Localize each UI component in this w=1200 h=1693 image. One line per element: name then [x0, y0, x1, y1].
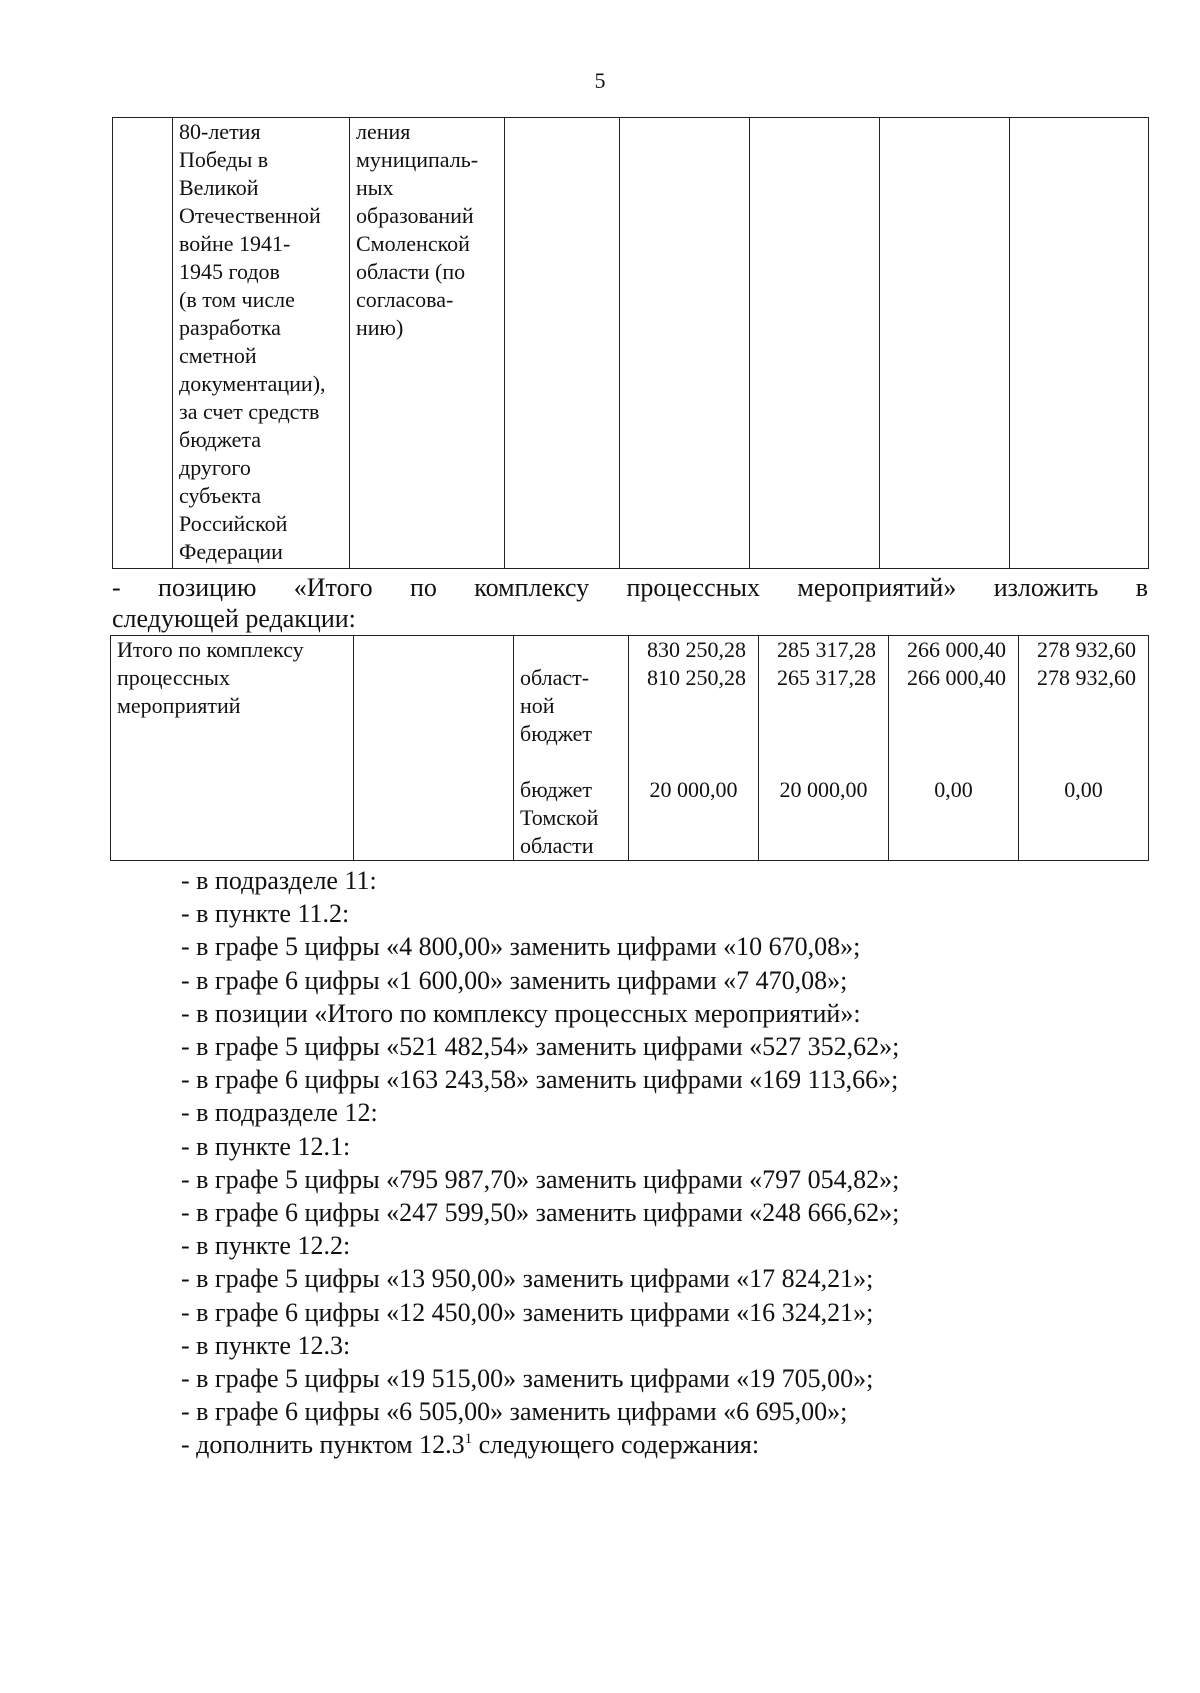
list-item: - в подразделе 12:	[181, 1098, 378, 1128]
total-col-7: 266 000,40 266 000,40 0,00	[889, 636, 1019, 861]
list-item-last: - дополнить пунктом 12.3$^1$ следующего содержания:	[181, 1430, 760, 1460]
list-item: - в графе 5 цифры «4 800,00» заменить цифрами «10 670,08»;	[181, 932, 861, 962]
table-cell-executor: ления муниципаль- ных образований Смоленской области (по согласова- нию)	[350, 118, 505, 569]
total-col-6: 285 317,28 265 317,28 20 000,00	[759, 636, 889, 861]
total-source-cell: област- ной бюджет бюджет Томской области	[514, 636, 629, 861]
list-item: - в графе 6 цифры «12 450,00» заменить цифрами «16 324,21»;	[181, 1297, 874, 1327]
page-number: 5	[594, 68, 606, 93]
table-cell-source	[505, 118, 620, 569]
amendment-list	[181, 864, 1181, 1462]
table-cell-year3	[1010, 118, 1149, 569]
list-item: - в пункте 12.2:	[181, 1231, 351, 1261]
list-item: - в графе 6 цифры «163 243,58» заменить цифрами «169 113,66»;	[181, 1065, 899, 1095]
list-item: - в графе 6 цифры «247 599,50» заменить цифрами «248 666,62»;	[181, 1198, 900, 1228]
table-cell-year1	[750, 118, 880, 569]
continuation-table	[112, 117, 1149, 569]
list-item: - в графе 5 цифры «19 515,00» заменить цифрами «19 705,00»;	[181, 1364, 874, 1394]
list-item: - в графе 5 цифры «521 482,54» заменить цифрами «527 352,62»;	[181, 1032, 900, 1062]
list-item: - в пункте 11.2:	[181, 899, 350, 929]
list-item: - в пункте 12.3:	[181, 1330, 351, 1360]
list-item: - в графе 5 цифры «795 987,70» заменить цифрами «797 054,82»;	[181, 1164, 900, 1194]
total-table	[110, 635, 1149, 861]
list-item: - в графе 6 цифры «1 600,00» заменить цифрами «7 470,08»;	[181, 965, 848, 995]
intro-line-2: следующей редакции:	[112, 604, 356, 633]
intro-line: - позицию «Итого по комплексу процессных мероприятий» изложить в	[112, 573, 1148, 602]
total-col-5: 830 250,28 810 250,28 20 000,00	[629, 636, 759, 861]
list-item: - в пункте 12.1:	[181, 1131, 351, 1161]
list-item: - в подразделе 11:	[181, 866, 377, 895]
table-cell-total	[620, 118, 750, 569]
table-cell-year2	[880, 118, 1010, 569]
list-item: - в графе 6 цифры «6 505,00» заменить цифрами «6 695,00»;	[181, 1397, 848, 1427]
list-item: - в графе 5 цифры «13 950,00» заменить цифрами «17 824,21»;	[181, 1264, 874, 1294]
list-item: - в позиции «Итого по комплексу процессных мероприятий»:	[181, 998, 861, 1028]
table-cell-name: 80-летия Победы в Великой Отечественной войне 1941- 1945 годов (в том числе разработка сметной документации), за счет средств бюджета другого субъекта Российской Федерации	[173, 118, 350, 569]
total-name-cell: Итого по комплексу процессных мероприятий	[111, 636, 354, 861]
total-col-8: 278 932,60 278 932,60 0,00	[1019, 636, 1149, 861]
total-executor-cell	[354, 636, 514, 861]
table-cell-number	[113, 118, 173, 569]
